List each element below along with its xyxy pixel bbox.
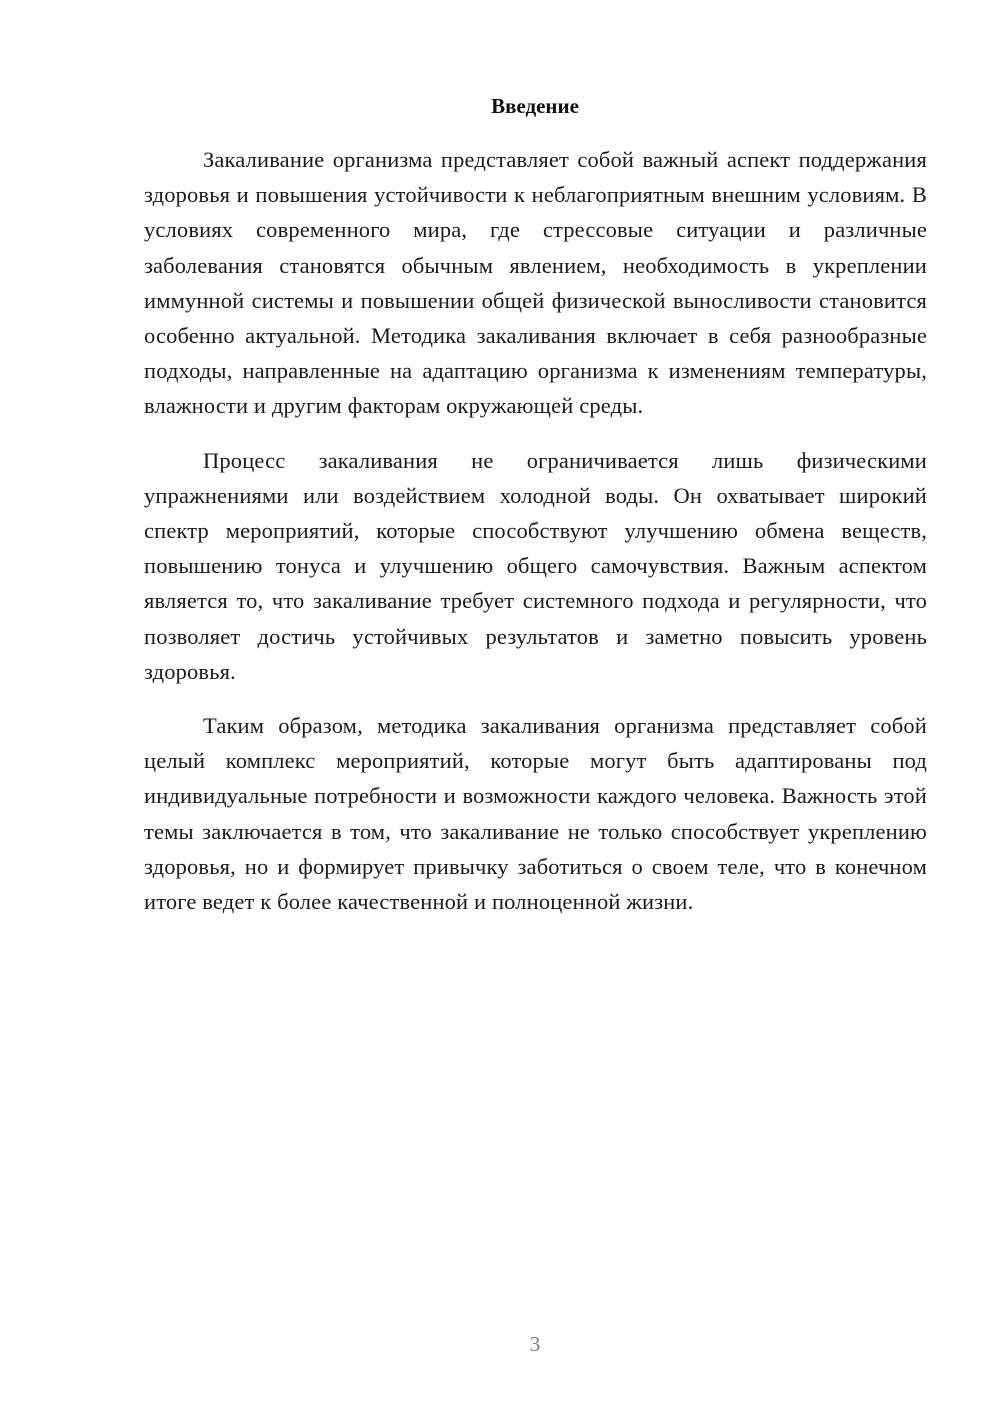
- paragraph-process: Процесс закаливания не ограничивается лишь физическими упражнениями или воздействием холодной воды. Он охватывает широкий спектр мероприятий, которые способствуют улучшению обмена веществ, повышению тонуса и улучшению общего самочувствия. Важным аспектом является то, что закаливание требует системного подхода и регулярности, что позволяет достичь устойчивых результатов и заметно повысить уровень здоровья.: [144, 447, 927, 684]
- paragraph-intro: Закаливание организма представляет собой важный аспект поддержания здоровья и повышения устойчивости к неблагоприятным внешним условиям. В условиях современного мира, где стрессовые ситуации и различные заболевания становятся обычным явлением, необходимость в укреплении иммунной системы и повышении общей физической выносливости становится особенно актуальной. Методика закаливания включает в себя разнообразные подходы, направленные на адаптацию организма к изменениям температуры, влажности и другим факторам окружающей среды.: [144, 147, 927, 419]
- paragraph-conclusion: Таким образом, методика закаливания организма представляет собой целый комплекс мероприятий, которые могут быть адаптированы под индивидуальные потребности и возможности каждого человека. Важность этой темы заключается в том, что закаливание не только способствует укреплению здоровья, но и формирует привычку заботиться о своем теле, что в конечном итоге ведет к более качественной и полноценной жизни.: [144, 713, 927, 915]
- page-number: 3: [529, 1332, 541, 1356]
- body-text: [144, 142, 927, 938]
- section-heading: Введение: [491, 94, 579, 118]
